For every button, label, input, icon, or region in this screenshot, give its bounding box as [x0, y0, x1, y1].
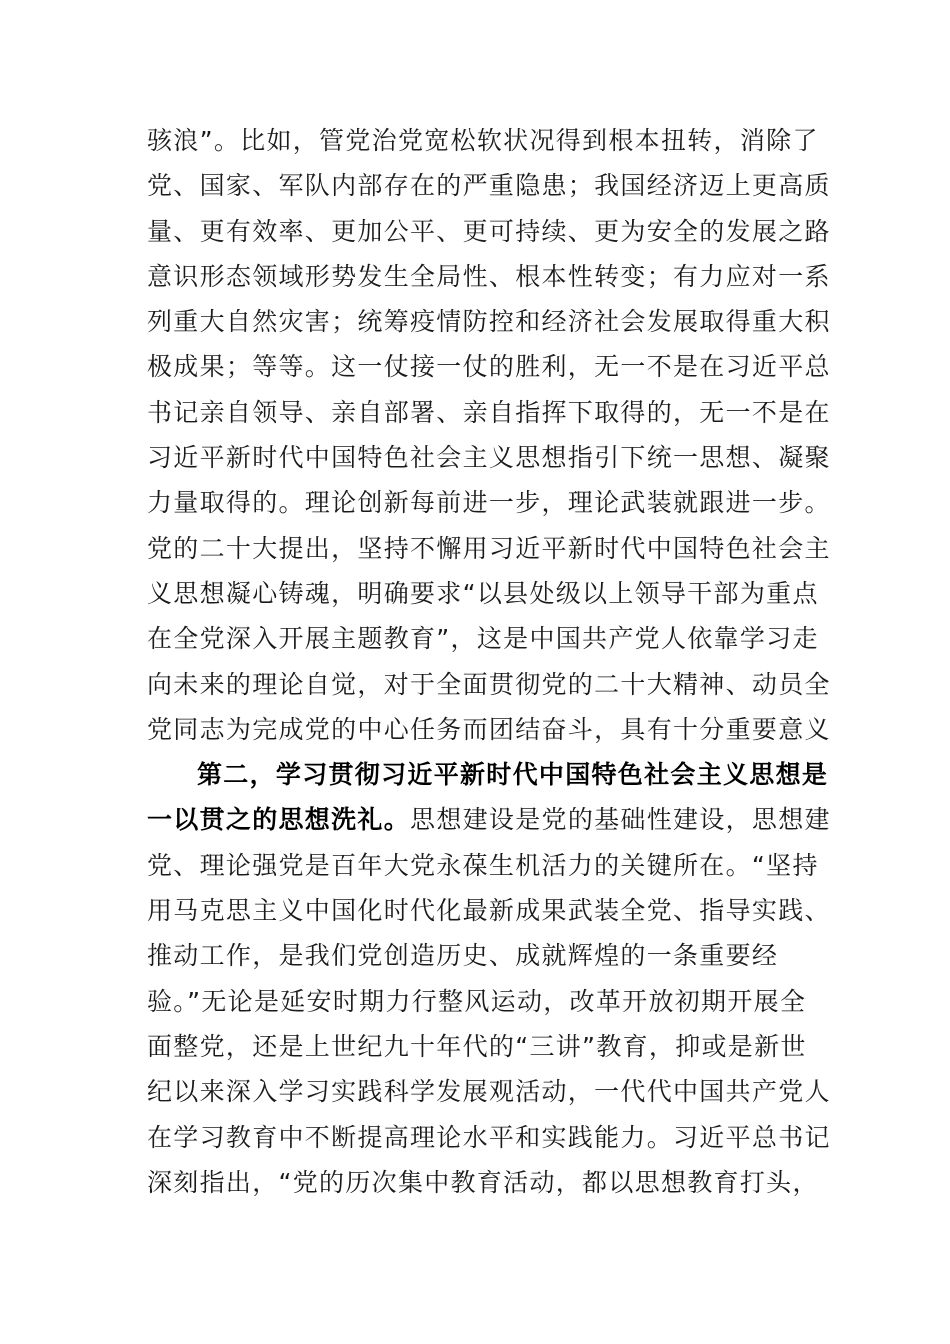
text-line: 党、理论强党是百年大党永葆生机活力的关键所在。“坚持: [147, 850, 819, 880]
text-line: 习近平新时代中国特色社会主义思想指引下统一思想、凝聚: [147, 443, 831, 473]
text-line: 量、更有效率、更加公平、更可持续、更为安全的发展之路: [147, 216, 831, 246]
text-line: 极成果；等等。这一仗接一仗的胜利，无一不是在习近平总: [147, 352, 831, 382]
text-line: 向未来的理论自觉，对于全面贯彻党的二十大精神、动员全: [147, 669, 831, 699]
text-line: 党的二十大提出，坚持不懈用习近平新时代中国特色社会主: [147, 533, 831, 563]
text-line: 深刻指出，“党的历次集中教育活动，都以思想教育打头，: [147, 1167, 819, 1197]
text-line: 书记亲自领导、亲自部署、亲自指挥下取得的，无一不是在: [147, 397, 831, 427]
text-line: 意识形态领域形势发生全局性、根本性转变；有力应对一系: [147, 261, 831, 291]
text-line: 用马克思主义中国化时代化最新成果武装全党、指导实践、: [147, 896, 831, 926]
text-line: 力量取得的。理论创新每前进一步，理论武装就跟进一步。: [147, 488, 831, 518]
text-line: 推动工作，是我们党创造历史、成就辉煌的一条重要经: [147, 941, 779, 971]
section-text: 思想建设是党的基础性建设，思想建: [410, 805, 831, 835]
text-line: 党同志为完成党的中心任务而团结奋斗，具有十分重要意义: [147, 714, 831, 744]
text-line: 义思想凝心铸魂，明确要求“以县处级以上领导干部为重点: [147, 578, 819, 608]
body-text: [147, 118, 831, 1205]
text-line: 验。”无论是延安时期力行整风运动，改革开放初期开展全: [147, 986, 807, 1016]
text-line: 纪以来深入学习实践科学发展观活动，一代代中国共产党人: [147, 1077, 831, 1107]
section-heading-end: 一以贯之的思想洗礼。: [147, 805, 411, 835]
section-heading-continuation: [147, 797, 831, 842]
text-line: 面整党，还是上世纪九十年代的“三讲”教育，抑或是新世: [147, 1031, 807, 1061]
text-line: 骇浪”。比如，管党治党宽松软状况得到根本扭转，消除了: [147, 126, 819, 155]
text-line: 在全党深入开展主题教育”，这是中国共产党人依靠学习走: [147, 624, 819, 654]
text-line: 列重大自然灾害；统筹疫情防控和经济社会发展取得重大积: [147, 307, 831, 337]
section-heading: 第二，学习贯彻习近平新时代中国特色社会主义思想是: [197, 760, 829, 790]
text-line: 党、国家、军队内部存在的严重隐患；我国经济迈上更高质: [147, 171, 831, 201]
text-line: 在学习教育中不断提高理论水平和实践能力。习近平总书记: [147, 1122, 831, 1152]
